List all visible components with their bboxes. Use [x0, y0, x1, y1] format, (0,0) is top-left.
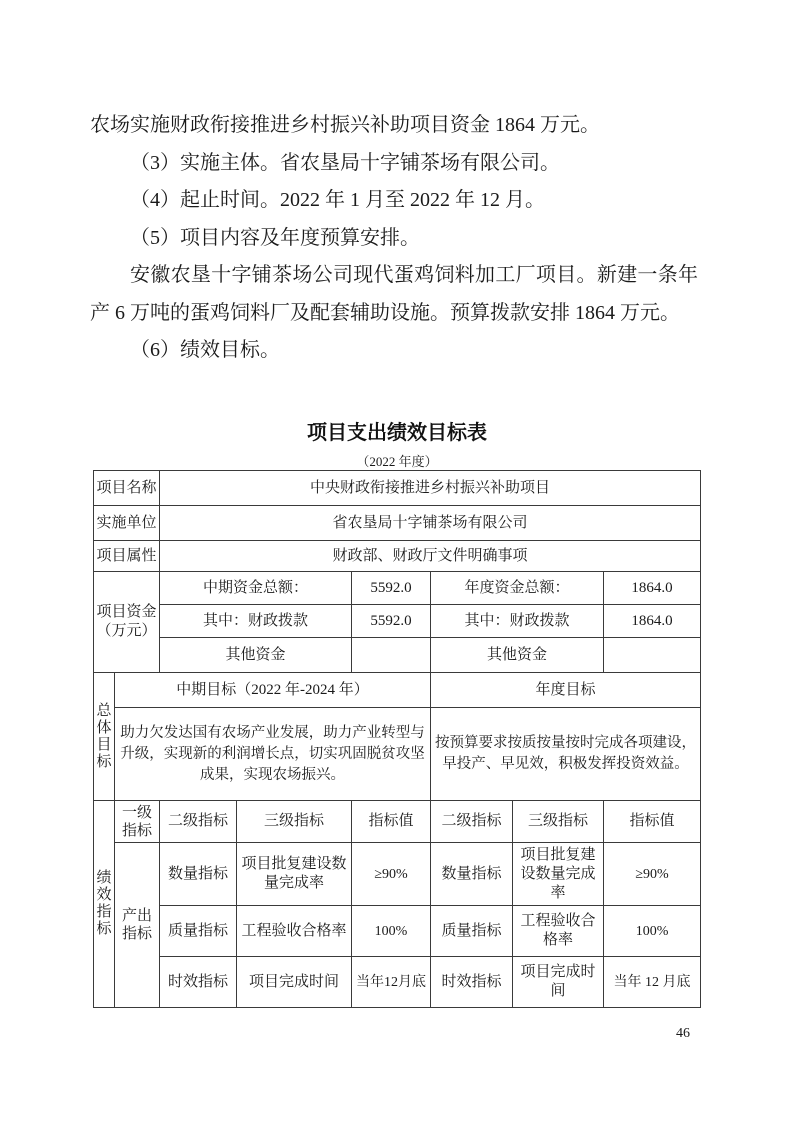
table-title: 项目支出绩效目标表	[307, 422, 487, 444]
table-subtitle: （2022 年度）	[356, 454, 438, 469]
overall-goal-label: 总体目标	[94, 673, 115, 801]
table-row	[94, 572, 701, 605]
table-row	[94, 906, 701, 957]
paragraph-project-content: 安徽农垦十字铺茶场公司现代蛋鸡饲料加工厂项目。新建一条年产 6 万吨的蛋鸡饲料厂及配套辅助设施。预算拨款安排 1864 万元。	[90, 264, 698, 324]
annual-fiscal-allocation-value: 1864.0	[604, 605, 701, 638]
quality-indicator-value-annual: 100%	[604, 906, 701, 957]
table-row	[94, 673, 701, 708]
mid-other-funds-value	[352, 638, 431, 673]
performance-indicator-label: 绩效指标	[94, 801, 115, 1008]
mid-term-total-label: 中期资金总额：	[160, 572, 352, 605]
timeliness-indicator-name: 项目完成时间	[237, 957, 352, 1008]
mid-term-goal-text: 助力欠发达国有农场产业发展，助力产业转型与升级，实现新的利润增长点，切实巩固脱贫攻坚成果，实现农场振兴。	[115, 708, 431, 801]
timeliness-indicator-value-annual: 当年 12 月底	[604, 957, 701, 1008]
quality-indicator-label-annual: 质量指标	[431, 906, 513, 957]
output-indicator-group: 产出指标	[115, 843, 160, 1008]
quantity-indicator-name: 项目批复建设数量完成率	[237, 843, 352, 906]
table-row	[94, 957, 701, 1008]
annual-other-funds-label: 其他资金	[431, 638, 604, 673]
implementing-unit-label: 实施单位	[94, 506, 160, 541]
paragraph-item-6: （6）绩效目标。	[130, 339, 280, 361]
table-row	[94, 541, 701, 572]
quantity-indicator-value: ≥90%	[352, 843, 431, 906]
timeliness-indicator-name-annual: 项目完成时间	[513, 957, 604, 1008]
timeliness-indicator-value: 当年12月底	[352, 957, 431, 1008]
level2-indicator-header: 二级指标	[160, 801, 237, 843]
level1-indicator-header: 一级指标	[115, 801, 160, 843]
quantity-indicator-label-annual: 数量指标	[431, 843, 513, 906]
quality-indicator-value: 100%	[352, 906, 431, 957]
quality-indicator-name: 工程验收合格率	[237, 906, 352, 957]
mid-other-funds-label: 其他资金	[160, 638, 352, 673]
annual-total-label: 年度资金总额：	[431, 572, 604, 605]
implementing-unit-value: 省农垦局十字铺茶场有限公司	[160, 506, 701, 541]
table-row	[94, 638, 701, 673]
project-attribute-label: 项目属性	[94, 541, 160, 572]
mid-term-total-value: 5592.0	[352, 572, 431, 605]
project-funding-label: 项目资金（万元）	[94, 572, 160, 673]
quality-indicator-label: 质量指标	[160, 906, 237, 957]
body-text	[90, 107, 698, 370]
quality-indicator-name-annual: 工程验收合格率	[513, 906, 604, 957]
mid-fiscal-allocation-value: 5592.0	[352, 605, 431, 638]
project-name-label: 项目名称	[94, 471, 160, 506]
quantity-indicator-label: 数量指标	[160, 843, 237, 906]
paragraph-item-5: （5）项目内容及年度预算安排。	[130, 226, 420, 249]
paragraph-continuation: 农场实施财政衔接推进乡村振兴补助项目资金 1864 万元。	[90, 114, 600, 136]
paragraph-item-3: （3）实施主体。省农垦局十字铺茶场有限公司。	[130, 151, 560, 174]
table-row	[94, 605, 701, 638]
table-row	[94, 801, 701, 843]
mid-fiscal-allocation-label: 其中：财政拨款	[160, 605, 352, 638]
annual-total-value: 1864.0	[604, 572, 701, 605]
page-number: 46	[676, 1026, 690, 1041]
timeliness-indicator-label-annual: 时效指标	[431, 957, 513, 1008]
timeliness-indicator-label: 时效指标	[160, 957, 237, 1008]
level2-indicator-header-annual: 二级指标	[431, 801, 513, 843]
indicator-value-header-annual: 指标值	[604, 801, 701, 843]
performance-goal-table	[93, 470, 701, 1008]
annual-fiscal-allocation-label: 其中：财政拨款	[431, 605, 604, 638]
annual-other-funds-value	[604, 638, 701, 673]
quantity-indicator-value-annual: ≥90%	[604, 843, 701, 906]
table-row	[94, 843, 701, 906]
level3-indicator-header-annual: 三级指标	[513, 801, 604, 843]
indicator-value-header: 指标值	[352, 801, 431, 843]
table-row	[94, 708, 701, 801]
level3-indicator-header: 三级指标	[237, 801, 352, 843]
project-name-value: 中央财政衔接推进乡村振兴补助项目	[160, 471, 701, 506]
mid-term-goal-header: 中期目标（2022 年-2024 年）	[115, 673, 431, 708]
project-attribute-value: 财政部、财政厅文件明确事项	[160, 541, 701, 572]
annual-goal-text: 按预算要求按质按量按时完成各项建设，早投产、早见效，积极发挥投资效益。	[431, 708, 701, 801]
table-row	[94, 471, 701, 506]
paragraph-item-4: （4）起止时间。2022 年 1 月至 2022 年 12 月。	[130, 189, 545, 211]
annual-goal-header: 年度目标	[431, 673, 701, 708]
quantity-indicator-name-annual: 项目批复建设数量完成率	[513, 843, 604, 906]
table-row	[94, 506, 701, 541]
